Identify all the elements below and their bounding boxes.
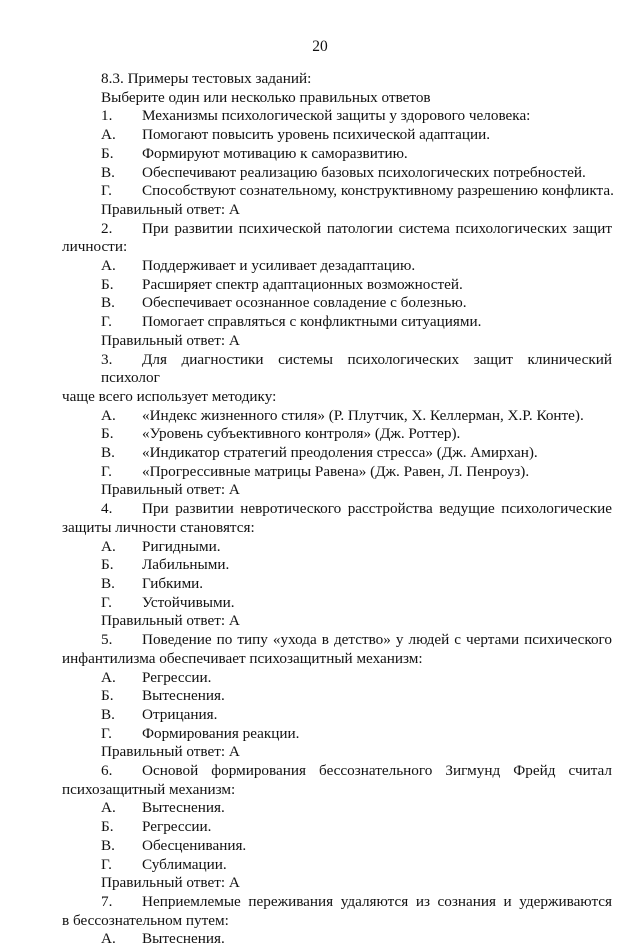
question-text-continuation: в бессознательном путем: <box>62 911 229 929</box>
option-text: Вытеснения. <box>142 930 225 948</box>
answer-option <box>62 594 612 613</box>
option-text: Формируют мотивацию к саморазвитию. <box>142 144 408 162</box>
question-stem <box>62 893 612 912</box>
option-label: Б. <box>101 425 114 443</box>
option-text: «Уровень субъективного контроля» (Дж. Роттер). <box>142 425 461 443</box>
option-text: Формирования реакции. <box>142 724 300 742</box>
answer-option <box>62 687 612 706</box>
question-stem <box>62 107 612 126</box>
option-label: В. <box>101 294 115 312</box>
option-text: Отрицания. <box>142 705 218 723</box>
correct-answer: Правильный ответ: А <box>101 743 240 761</box>
answer-option <box>62 444 612 463</box>
answer-option <box>62 276 612 295</box>
correct-answer: Правильный ответ: А <box>101 612 240 630</box>
question-text: При развитии невротического расстройства ведущие психологические <box>142 500 612 518</box>
option-label: А. <box>101 406 116 424</box>
option-label: А. <box>101 799 116 817</box>
question-text-continuation: защиты личности становятся: <box>62 518 255 536</box>
question-text-continuation: личности: <box>62 238 128 256</box>
option-label: А. <box>101 930 116 948</box>
answer-option <box>62 669 612 688</box>
answer-option <box>62 538 612 557</box>
answer-option <box>62 799 612 818</box>
answer-option <box>62 182 612 201</box>
instruction: Выберите один или несколько правильных ответов <box>101 88 431 106</box>
option-label: Б. <box>101 687 114 705</box>
option-label: Г. <box>101 855 112 873</box>
option-text: Сублимации. <box>142 855 227 873</box>
page-number: 20 <box>312 38 328 55</box>
option-text: Поддерживает и усиливает дезадаптацию. <box>142 257 416 275</box>
question-number: 4. <box>101 500 113 518</box>
option-text: Ригидными. <box>142 537 221 555</box>
question-text-continuation: чаще всего использует методику: <box>62 387 277 405</box>
answer-option <box>62 463 612 482</box>
question-text: Основой формирования бессознательного Зигмунд Фрейд считал <box>142 762 612 780</box>
answer-option <box>62 837 612 856</box>
answer-option <box>62 164 612 183</box>
option-label: В. <box>101 574 115 592</box>
option-text: Вытеснения. <box>142 799 225 817</box>
answer-option <box>62 706 612 725</box>
option-label: Б. <box>101 275 114 293</box>
correct-answer: Правильный ответ: А <box>101 481 240 499</box>
answer-option <box>62 725 612 744</box>
question-number: 3. <box>101 350 113 368</box>
answer-option <box>62 425 612 444</box>
option-label: Г. <box>101 313 112 331</box>
question-text: Поведение по типу «ухода в детство» у людей с чертами психического <box>142 631 612 649</box>
option-text: Вытеснения. <box>142 687 225 705</box>
option-text: «Прогрессивные матрицы Равена» (Дж. Равен, Л. Пенроуз). <box>142 462 530 480</box>
option-label: В. <box>101 705 115 723</box>
option-label: А. <box>101 668 116 686</box>
option-label: Г. <box>101 593 112 611</box>
option-text: Помогают повысить уровень психической адаптации. <box>142 126 491 144</box>
answer-option <box>62 930 612 949</box>
option-label: В. <box>101 444 115 462</box>
question-number: 5. <box>101 631 113 649</box>
option-text: Способствуют сознательному, конструктивному разрешению конфликта. <box>142 182 614 200</box>
question-text: При развитии психической патологии система психологических защит <box>142 219 612 237</box>
option-label: Г. <box>101 724 112 742</box>
option-label: Б. <box>101 818 114 836</box>
question-stem <box>62 220 612 239</box>
option-text: Регрессии. <box>142 668 212 686</box>
option-text: «Индекс жизненного стиля» (Р. Плутчик, Х. Келлерман, Х.Р. Конте). <box>142 406 584 424</box>
question-stem <box>62 351 612 388</box>
answer-option <box>62 145 612 164</box>
document-body <box>62 70 612 949</box>
option-label: А. <box>101 537 116 555</box>
answer-option <box>62 294 612 313</box>
answer-option <box>62 313 612 332</box>
option-label: Б. <box>101 556 114 574</box>
section-title: 8.3. Примеры тестовых заданий: <box>101 70 312 87</box>
answer-option <box>62 407 612 426</box>
option-text: Устойчивыми. <box>142 593 235 611</box>
answer-option <box>62 818 612 837</box>
answer-option <box>62 126 612 145</box>
question-stem <box>62 500 612 519</box>
question-text-continuation: инфантилизма обеспечивает психозащитный механизм: <box>62 649 423 667</box>
answer-option <box>62 257 612 276</box>
correct-answer: Правильный ответ: А <box>101 874 240 892</box>
option-text: Регрессии. <box>142 818 212 836</box>
option-text: Обеспечивают реализацию базовых психологических потребностей. <box>142 163 586 181</box>
question-text-continuation: психозащитный механизм: <box>62 780 236 798</box>
question-text: Для диагностики системы психологических защит клинический психолог <box>101 350 612 387</box>
question-stem <box>62 631 612 650</box>
option-label: Б. <box>101 144 114 162</box>
option-label: Г. <box>101 462 112 480</box>
answer-option <box>62 856 612 875</box>
option-text: Лабильными. <box>142 556 230 574</box>
question-text: Механизмы психологической защиты у здорового человека: <box>142 107 531 125</box>
option-label: А. <box>101 257 116 275</box>
option-label: В. <box>101 836 115 854</box>
option-label: В. <box>101 163 115 181</box>
question-number: 7. <box>101 892 113 910</box>
option-text: Обесценивания. <box>142 836 247 854</box>
question-number: 1. <box>101 107 113 125</box>
option-label: А. <box>101 126 116 144</box>
question-text: Неприемлемые переживания удаляются из сознания и удерживаются <box>142 892 612 910</box>
question-number: 2. <box>101 219 113 237</box>
correct-answer: Правильный ответ: А <box>101 331 240 349</box>
option-text: Расширяет спектр адаптационных возможностей. <box>142 275 463 293</box>
option-text: Помогает справляться с конфликтными ситуациями. <box>142 313 482 331</box>
correct-answer: Правильный ответ: А <box>101 200 240 218</box>
answer-option <box>62 556 612 575</box>
question-stem <box>62 762 612 781</box>
answer-option <box>62 575 612 594</box>
option-label: Г. <box>101 182 112 200</box>
question-number: 6. <box>101 762 113 780</box>
option-text: «Индикатор стратегий преодоления стресса» (Дж. Амирхан). <box>142 444 538 462</box>
option-text: Обеспечивает осознанное совладение с болезнью. <box>142 294 467 312</box>
option-text: Гибкими. <box>142 574 204 592</box>
